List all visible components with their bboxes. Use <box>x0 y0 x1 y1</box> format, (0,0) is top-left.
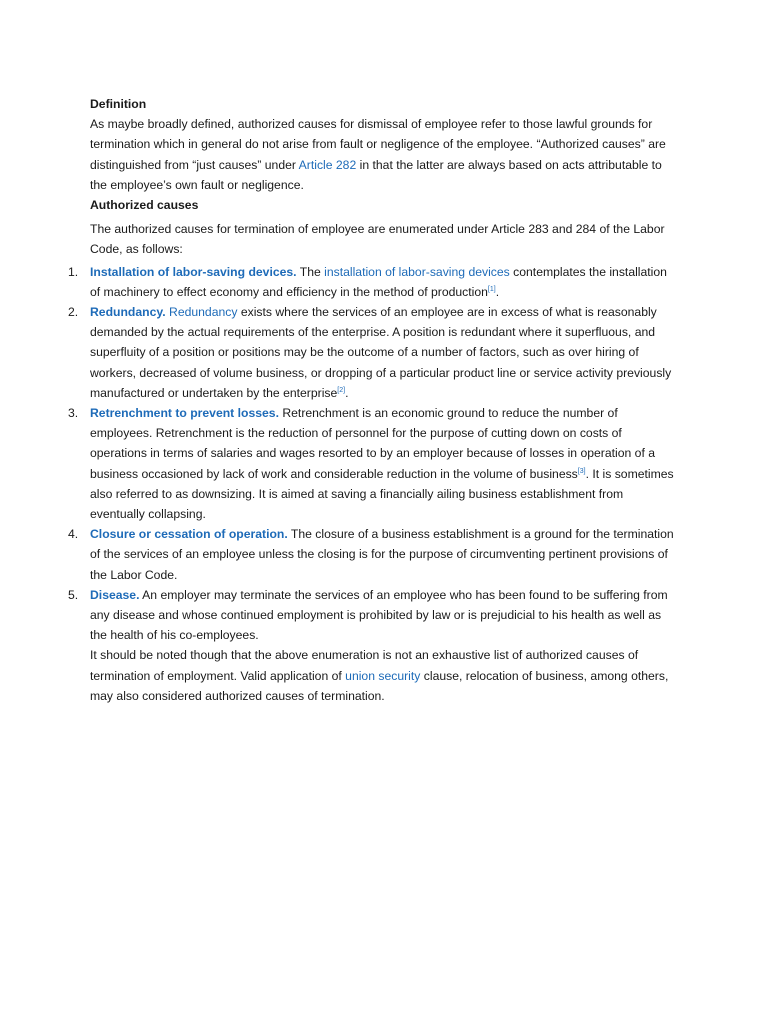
document-page <box>0 94 768 706</box>
authorized-causes-intro: The authorized causes for termination of employee are enumerated under Article 283 and 284 of the Labor Code, as follows: <box>90 222 665 257</box>
disease-title-link[interactable]: Disease. <box>90 587 140 602</box>
definition-heading: Definition <box>90 97 147 111</box>
list-number: 5. <box>68 587 79 602</box>
retrenchment-title-link[interactable]: Retrenchment to prevent losses. <box>90 406 279 421</box>
closing-text-end: clause, relocation of business, among others, may also considered authorized causes of termination. <box>90 668 669 703</box>
closing-text: It should be noted though that the above enumeration is not an exhaustive list of authorized causes of termination of employment. Valid application of <box>90 648 639 683</box>
list-item-redundancy <box>0 302 680 403</box>
closure-title-link[interactable]: Closure or cessation of operation. <box>90 527 288 542</box>
authorized-causes-heading: Authorized causes <box>90 198 199 213</box>
list-number: 1. <box>68 264 79 279</box>
closing-paragraph <box>90 645 680 706</box>
disease-text: An employer may terminate the services of an employee who has been found to be suffering from any disease and whose continued employment is prohibited by law or is prejudicial to his health as well as the health of his co-employees. <box>90 587 668 643</box>
footnote-ref-3[interactable]: [3] <box>577 467 586 475</box>
installation-tail: . <box>495 284 500 299</box>
redundancy-link[interactable]: Redundancy <box>169 305 238 320</box>
installation-title-link[interactable]: Installation of labor-saving devices. <box>90 264 297 279</box>
union-security-link[interactable]: union security <box>345 668 421 683</box>
article-282-link[interactable]: Article 282 <box>298 157 357 172</box>
definition-text-end: in that the latter are always based on acts attributable to the employee’s own fault or negligence. <box>90 157 662 192</box>
retrenchment-tail: . It is sometimes also referred to as downsizing. It is aimed at saving a financially ailing business establishment from eventually collapsing. <box>90 466 674 522</box>
closure-text: The closure of a business establishment is a ground for the termination of the services of an employee unless the closing is for the purpose of circumventing pertinent provisions of the Labor Code. <box>90 527 674 582</box>
installation-text: contemplates the installation of machinery to effect economy and efficiency in the method of production <box>90 264 667 299</box>
list-number: 3. <box>68 406 79 421</box>
definition-section <box>0 94 680 260</box>
installation-link[interactable]: installation of labor-saving devices <box>324 264 510 279</box>
list-item-disease <box>0 585 680 706</box>
causes-list <box>0 262 768 706</box>
list-item-retrenchment <box>0 403 680 524</box>
redundancy-tail: . <box>345 385 349 400</box>
footnote-ref-1[interactable]: [1] <box>487 285 496 293</box>
retrenchment-text: Retrenchment is an economic ground to reduce the number of employees. Retrenchment is the reduction of personnel for the purpose of cutting down on costs of operations in terms of salaries and wages resorted to by an employer because of losses in operation of a business occasioned by lack of work and considerable reduction in the volume of business <box>90 406 656 481</box>
definition-text: As maybe broadly defined, authorized causes for dismissal of employee refer to those lawful grounds for termination which in general do not arise from fault or negligence of the employee. “Authorized causes” are distinguished from “just causes” under <box>90 117 666 172</box>
redundancy-text: exists where the services of an employee are in excess of what is reasonably demanded by the actual requirements of the enterprise. A position is redundant where it superfluous, and superfluity of a position or positions may be the outcome of a number of factors, such as over hiring of workers, decreased of volume business, or dropping of a particular product line or service activity previously manufactured or undertaken by the enterprise <box>90 305 672 400</box>
list-item-closure <box>0 524 680 585</box>
footnote-ref-2[interactable]: [2] <box>337 386 346 394</box>
list-number: 4. <box>68 527 79 542</box>
definition-paragraph <box>90 114 680 195</box>
redundancy-title-link[interactable]: Redundancy. <box>90 305 166 320</box>
list-item-installation <box>0 262 680 302</box>
installation-pre: The <box>296 264 325 279</box>
list-number: 2. <box>68 305 79 320</box>
